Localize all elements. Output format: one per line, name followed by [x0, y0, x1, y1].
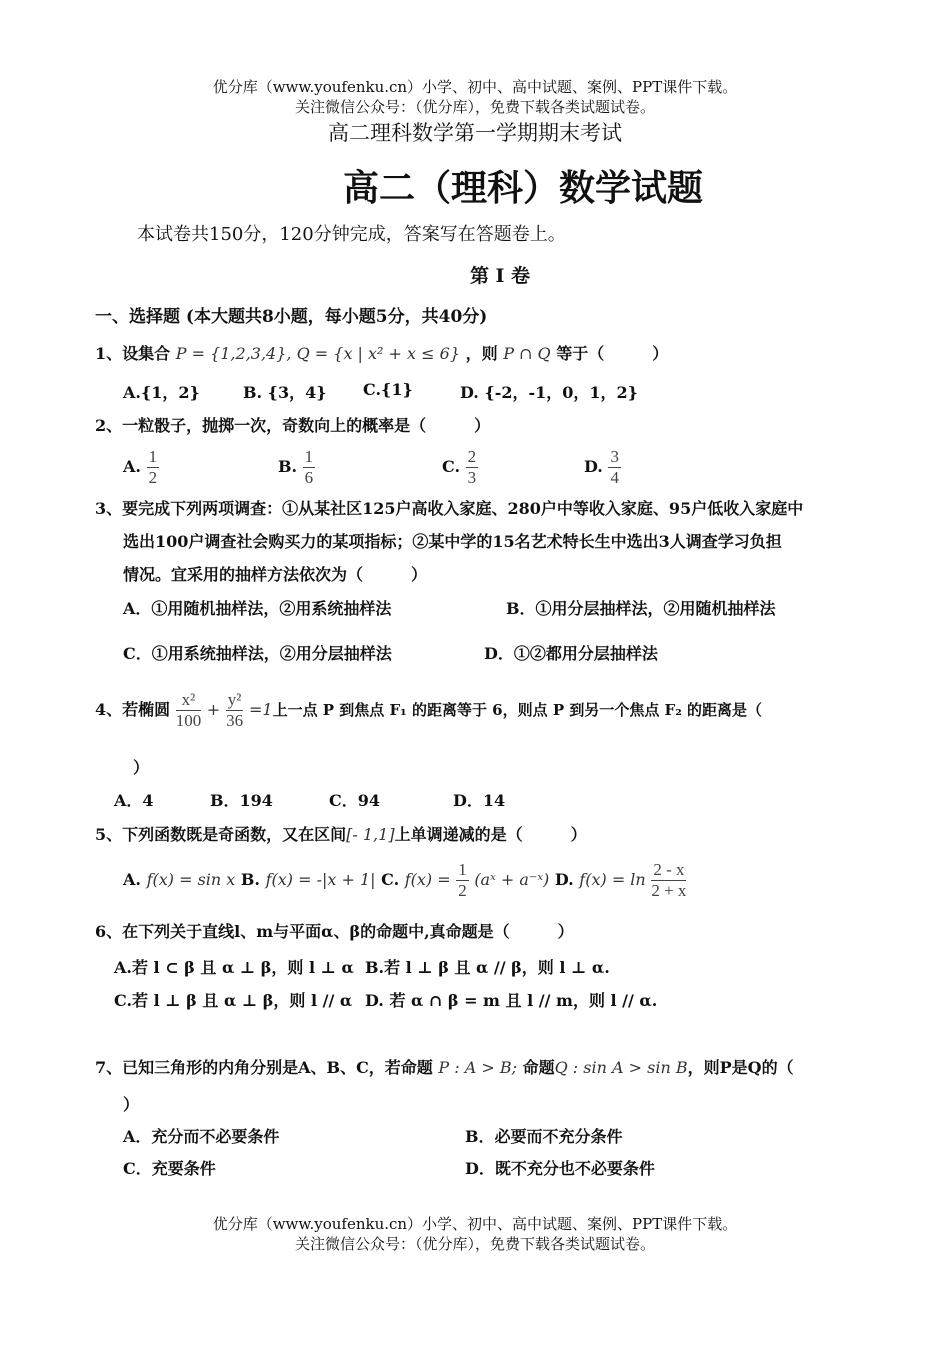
q3-option-a: A．①用随机抽样法，②用系统抽样法	[123, 599, 392, 618]
q7-option-a: A．充分而不必要条件	[123, 1127, 280, 1146]
q2-a-den: 2	[148, 468, 158, 487]
q4-fraction-y	[226, 690, 244, 731]
q5-a-label: A.	[123, 870, 141, 889]
header-line-1: 优分库（www.youfenku.cn）小学、初中、高中试题、案例、PPT课件下载。	[212, 78, 738, 96]
q6-option-d: D. 若 α ∩ β = m 且 l // m，则 l // α.	[365, 991, 658, 1010]
q7-option-c: C．充要条件	[123, 1159, 216, 1178]
q7-stem-c: ，则P是Q的（	[687, 1058, 794, 1077]
q2-option-b	[278, 447, 315, 488]
exam-subtitle: 高二理科数学第一学期期末考试	[328, 121, 622, 145]
q4-fraction-x	[176, 690, 202, 731]
q4-f1-den: 100	[175, 711, 202, 730]
q4-f2-num: y²	[227, 690, 242, 709]
q5-d-label: D.	[554, 870, 574, 889]
q2-c-num: 2	[467, 447, 477, 466]
q1-option-b: B. {3，4}	[243, 383, 327, 402]
q3-option-b: B．①用分层抽样法，②用随机抽样法	[506, 599, 776, 618]
q4-option-b: B．194	[210, 791, 273, 810]
q2-c-fraction	[466, 447, 479, 488]
q4-option-d: D．14	[453, 791, 506, 810]
q2-b-num: 1	[304, 447, 314, 466]
q5-d-num: 2 - x	[653, 860, 685, 879]
q1-option-c: C.{1}	[363, 380, 413, 399]
q4-plus: +	[206, 700, 221, 719]
q2-d-label: D.	[584, 457, 603, 476]
q7-option-b: B．必要而不充分条件	[465, 1127, 623, 1146]
q2-d-fraction	[608, 447, 621, 488]
q2-c-den: 3	[467, 468, 477, 487]
q5-b-formula: f(x) = -|x + 1|	[265, 870, 376, 889]
q2-a-label: A.	[123, 457, 141, 476]
q7-stem-a: 7、已知三角形的内角分别是A、B、C，若命题	[95, 1058, 433, 1077]
q5-stem-b: 上单调递减的是（ ）	[394, 825, 587, 844]
q2-option-a	[123, 447, 159, 488]
q6-option-b: B.若 l ⊥ β 且 α // β，则 l ⊥ α.	[365, 958, 610, 977]
q2-c-label: C.	[442, 457, 461, 476]
q2-d-num: 3	[610, 447, 619, 466]
q3-option-c: C．①用系统抽样法，②用分层抽样法	[123, 644, 392, 663]
q2-b-label: B.	[278, 457, 298, 476]
q5-c-den: 2	[458, 881, 467, 900]
q2-a-num: 1	[148, 447, 158, 466]
q2-d-den: 4	[610, 468, 619, 487]
q2-stem: 2、一粒骰子，抛掷一次，奇数向上的概率是（ ）	[95, 416, 491, 435]
q2-b-fraction	[303, 447, 316, 488]
question-7	[95, 1055, 794, 1078]
q1-stem-b: ，则	[465, 344, 498, 363]
q4-option-c: C．94	[329, 791, 381, 810]
q3-line-2: 选出100户调查社会购买力的某项指标；②某中学的15名艺术特长生中选出3人调查学习负担	[123, 532, 782, 551]
q5-c-fraction	[456, 860, 469, 901]
q1-set-formula: P = {1,2,3,4}, Q = {x | x² + x ≤ 6}	[175, 344, 461, 363]
q1-option-a: A.{1，2}	[123, 383, 200, 402]
q5-interval: [- 1,1]	[346, 825, 395, 844]
q5-options	[123, 860, 686, 901]
q1-intersection-formula: P ∩ Q	[503, 344, 551, 363]
q4-f2-den: 36	[226, 711, 244, 730]
q7-q-formula: Q : sin A > sin B	[554, 1058, 688, 1077]
q1-stem-c: 等于（ ）	[556, 344, 669, 363]
q5-c-num: 1	[458, 860, 467, 879]
question-4	[95, 690, 762, 731]
q6-stem: 6、在下列关于直线l、m与平面α、β的命题中,真命题是（ ）	[95, 922, 574, 941]
header-line-2: 关注微信公众号：（优分库），免费下载各类试题试卷。	[294, 98, 655, 116]
q4-option-a: A．4	[114, 791, 154, 810]
q7-stem-b: 命题	[522, 1058, 555, 1077]
q3-option-d: D．①②都用分层抽样法	[484, 644, 658, 663]
exam-intro: 本试卷共150分，120分钟完成，答案写在答题卷上。	[137, 224, 566, 245]
q2-a-fraction	[147, 447, 160, 488]
q5-stem-a: 5、下列函数既是奇函数，又在区间	[95, 825, 347, 844]
question-1	[95, 341, 668, 364]
q2-b-den: 6	[304, 468, 314, 487]
volume-label: 第 Ⅰ 卷	[469, 265, 531, 287]
q5-d-pre: f(x) = ln	[579, 870, 646, 889]
q4-equals: =1	[248, 700, 273, 719]
q5-c-label: C.	[381, 870, 400, 889]
q2-option-d	[584, 447, 621, 488]
q4-stem-a: 4、若椭圆	[95, 700, 171, 719]
question-5	[95, 822, 587, 845]
q6-option-a: A.若 l ⊂ β 且 α ⊥ β，则 l ⊥ α	[114, 958, 354, 977]
q5-d-fraction	[651, 860, 686, 901]
q1-option-d: D. {-2，-1，0，1，2}	[460, 383, 638, 402]
footer-line-1: 优分库（www.youfenku.cn）小学、初中、高中试题、案例、PPT课件下载。	[212, 1215, 738, 1233]
q5-a-formula: f(x) = sin x	[146, 870, 236, 889]
q4-stem-b: 上一点 P 到焦点 F₁ 的距离等于 6，则点 P 到另一个焦点 F₂ 的距离是（	[272, 701, 762, 719]
section-heading: 一、选择题 (本大题共8小题，每小题5分，共40分)	[95, 307, 488, 327]
q5-b-label: B.	[240, 870, 260, 889]
q5-d-den: 2 + x	[651, 881, 687, 900]
q7-p-formula: P : A > B;	[438, 1058, 517, 1077]
q5-c-pre: f(x) =	[404, 870, 451, 889]
q7-stem-d: ）	[123, 1095, 140, 1114]
footer-line-2: 关注微信公众号：（优分库），免费下载各类试题试卷。	[294, 1235, 655, 1253]
q6-option-c: C.若 l ⊥ β 且 α ⊥ β，则 l // α	[114, 991, 353, 1010]
q7-option-d: D．既不充分也不必要条件	[465, 1159, 655, 1178]
q5-c-post: (aˣ + a⁻ˣ)	[474, 870, 550, 889]
q3-line-3: 情况。宜采用的抽样方法依次为（ ）	[123, 565, 428, 584]
q4-f1-num: x²	[176, 690, 202, 711]
q3-line-1: 3、要完成下列两项调查：①从某社区125户高收入家庭、280户中等收入家庭、95户低收入家庭中	[95, 499, 804, 518]
q4-stem-c: ）	[133, 758, 150, 777]
exam-title: 高二（理科）数学试题	[342, 167, 703, 209]
q1-stem-a: 1、设集合	[95, 344, 171, 363]
q2-option-c	[442, 447, 478, 488]
